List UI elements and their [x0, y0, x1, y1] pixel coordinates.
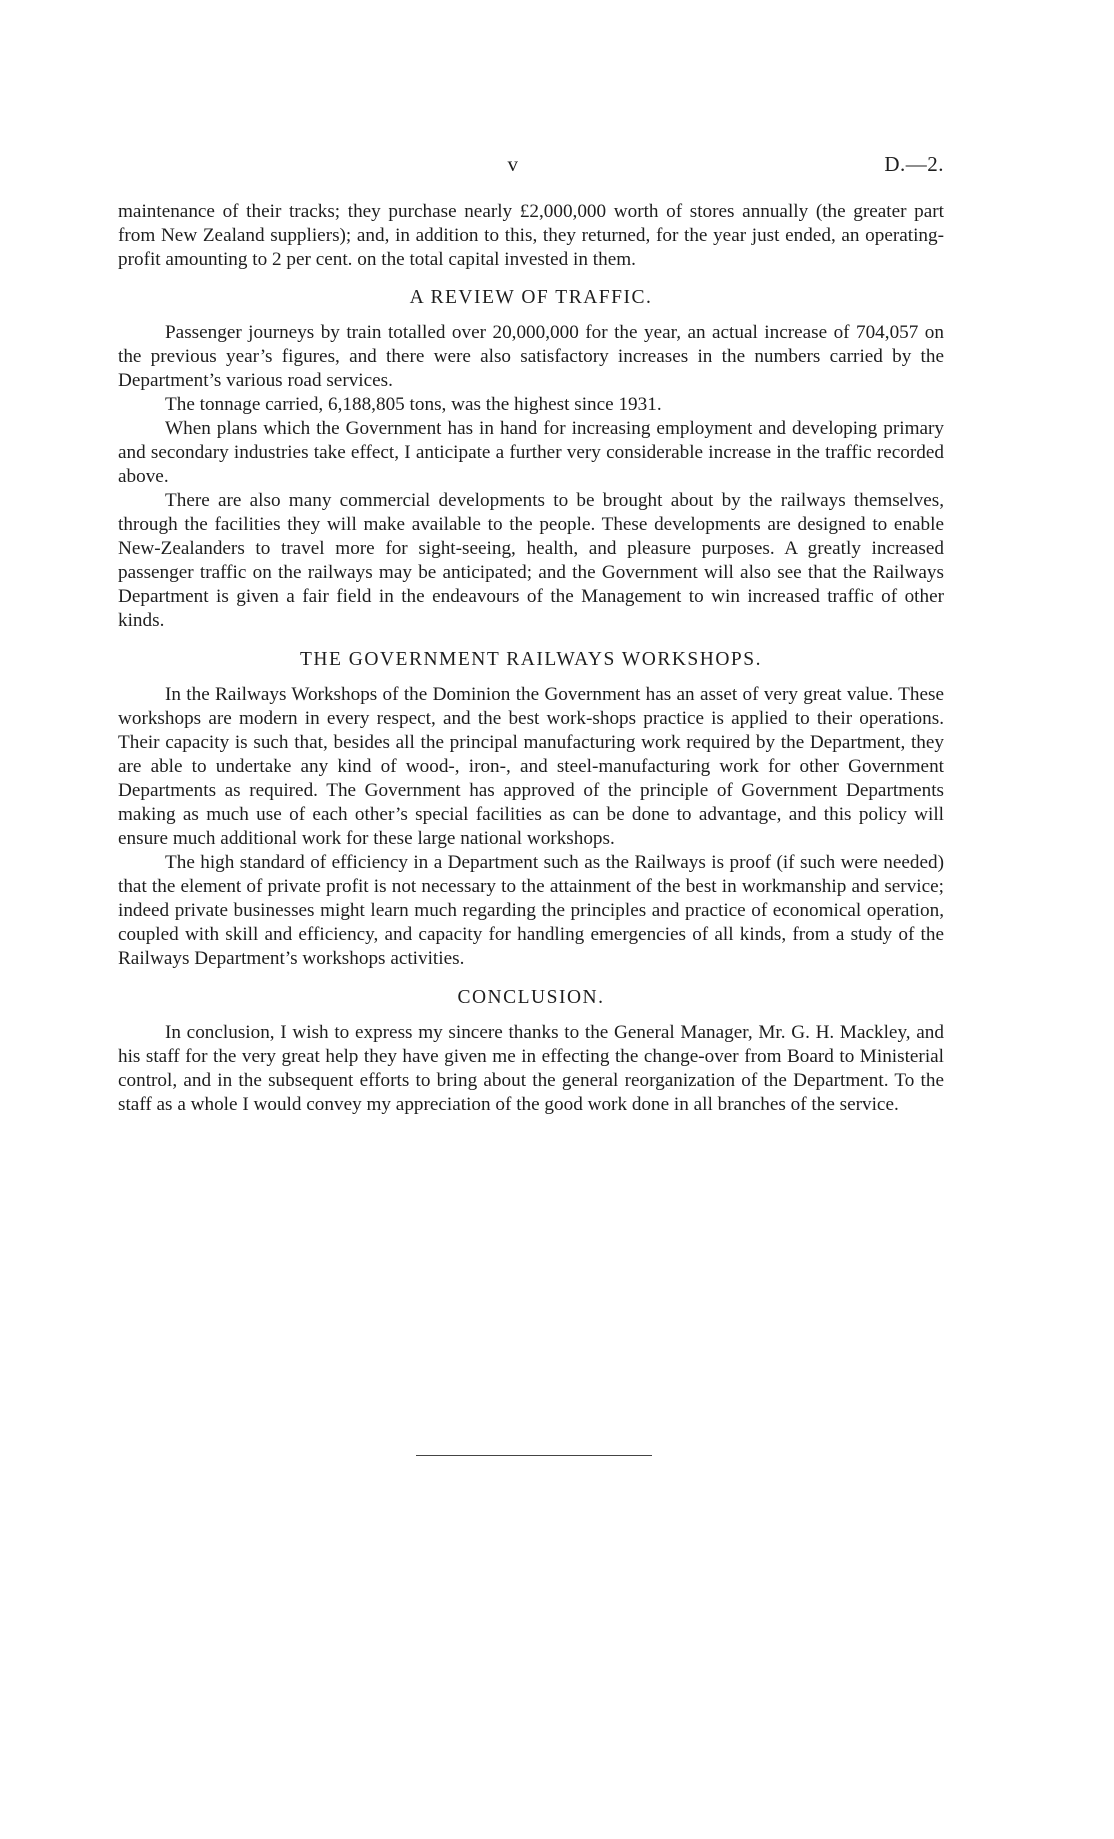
document-body — [118, 200, 944, 1117]
traffic-paragraph-3: When plans which the Government has in hand for increasing employment and developing primary and secondary industries take effect, I anticipate a further very considerable increase in the traffic recorded above. — [118, 418, 944, 487]
conclusion-paragraph-1: In conclusion, I wish to express my sincere thanks to the General Manager, Mr. G. H. Mackley, and his staff for the very great help they have given me in effecting the change-over from Board to Ministerial control, and in the subsequent efforts to bring about the general reorganization of the Department. To the staff as a whole I would convey my appreciation of the good work done in all branches of the service. — [118, 1022, 944, 1115]
heading-conclusion: CONCLUSION. — [457, 987, 605, 1008]
page-number: v — [507, 152, 519, 176]
heading-railways-workshops: THE GOVERNMENT RAILWAYS WORKSHOPS. — [300, 649, 762, 670]
page-header — [118, 152, 944, 182]
intro-paragraph: maintenance of their tracks; they purchase nearly £2,000,000 worth of stores annually (the greater part from New Zealand suppliers); and, in addition to this, they returned, for the year just ended, an operating-profit amounting to 2 per cent. on the total capital invested in them. — [118, 201, 944, 270]
traffic-paragraph-4: There are also many commercial developments to be brought about by the railways themselves, through the facilities they will make available to the people. These developments are designed to enable New-Zealanders to travel more for sight-seeing, health, and pleasure purposes. A greatly increased passenger traffic on the railways may be anticipated; and the Government will also see that the Railways Department is given a fair field in the endeavours of the Management to win increased traffic of other kinds. — [118, 490, 944, 631]
workshops-paragraph-2: The high standard of efficiency in a Department such as the Railways is proof (if such were needed) that the element of private profit is not necessary to the attainment of the best in workmanship and service; indeed private businesses might learn much regarding the principles and practice of economical operation, coupled with skill and efficiency, and capacity for handling emergencies of all kinds, from a study of the Railways Department’s workshops activities. — [118, 852, 944, 969]
document-reference: D.—2. — [884, 152, 944, 176]
heading-review-of-traffic: A REVIEW OF TRAFFIC. — [409, 287, 653, 308]
traffic-paragraph-2: The tonnage carried, 6,188,805 tons, was the highest since 1931. — [165, 394, 662, 415]
traffic-paragraph-1: Passenger journeys by train totalled over 20,000,000 for the year, an actual increase of 704,057 on the previous year’s figures, and there were also satisfactory increases in the numbers carried by the Department’s various road services. — [118, 322, 944, 391]
closing-rule — [416, 1455, 652, 1456]
workshops-paragraph-1: In the Railways Workshops of the Dominion the Government has an asset of very great value. These workshops are modern in every respect, and the best work-shops practice is applied to their operations. Their capacity is such that, besides all the principal manufacturing work required by the Department, they are able to undertake any kind of wood-, iron-, and steel-manufacturing work for other Government Departments as required. The Government has approved of the principle of Government Departments making as much use of each other’s special facilities as can be done to advantage, and this policy will ensure much additional work for these large national workshops. — [118, 684, 944, 849]
